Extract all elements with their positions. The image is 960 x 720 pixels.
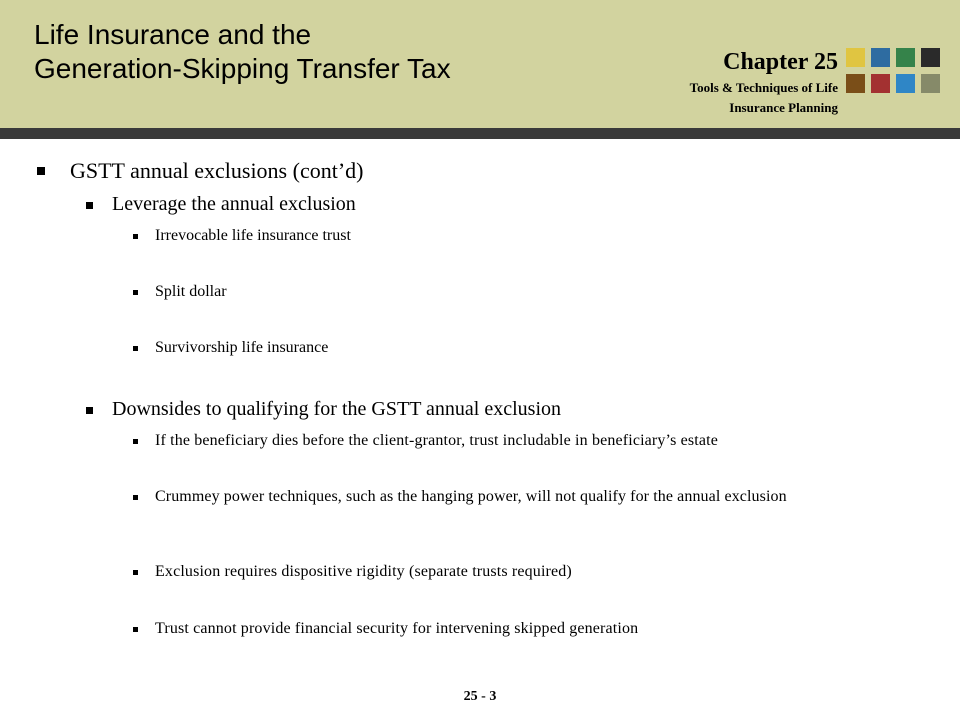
page-number: 25 - 3 (463, 689, 497, 704)
bullet-l2-downsides: Downsides to qualifying for the GSTT annual exclusion (112, 398, 562, 420)
bullet-l3-item: Survivorship life insurance (155, 339, 329, 356)
chapter-label: Chapter 25 (723, 49, 838, 75)
bullet-l3-item: Trust cannot provide financial security for intervening skipped generation (155, 620, 639, 637)
bullet-l3-item: Crummey power techniques, such as the hanging power, will not qualify for the annual exclusion (155, 488, 787, 505)
square-bullet-icon (37, 167, 45, 175)
bullet-l3-item: Exclusion requires dispositive rigidity (separate trusts required) (155, 563, 572, 580)
bullet-l3-item: Split dollar (155, 283, 227, 300)
square-bullet-icon (86, 202, 93, 209)
chapter-subtitle-line-1: Tools & Techniques of Life (689, 80, 838, 95)
square-bullet-icon (133, 439, 138, 444)
square-bullet-icon (133, 290, 138, 295)
bullet-l1: GSTT annual exclusions (cont’d) (70, 158, 364, 183)
bullet-l3-item: If the beneficiary dies before the client-grantor, trust includable in beneficiary’s estate (155, 432, 718, 449)
square-bullet-icon (133, 234, 138, 239)
square-bullet-icon (133, 570, 138, 575)
title-line-2: Generation-Skipping Transfer Tax (34, 53, 451, 84)
square-bullet-icon (133, 495, 138, 500)
square-bullet-icon (133, 346, 138, 351)
square-bullet-icon (133, 627, 138, 632)
bullet-l2-leverage: Leverage the annual exclusion (112, 193, 356, 215)
bullet-l3-item: Irrevocable life insurance trust (155, 227, 351, 244)
square-bullet-icon (86, 407, 93, 414)
chapter-subtitle-line-2: Insurance Planning (729, 100, 838, 115)
title-line-1: Life Insurance and the (34, 19, 312, 50)
